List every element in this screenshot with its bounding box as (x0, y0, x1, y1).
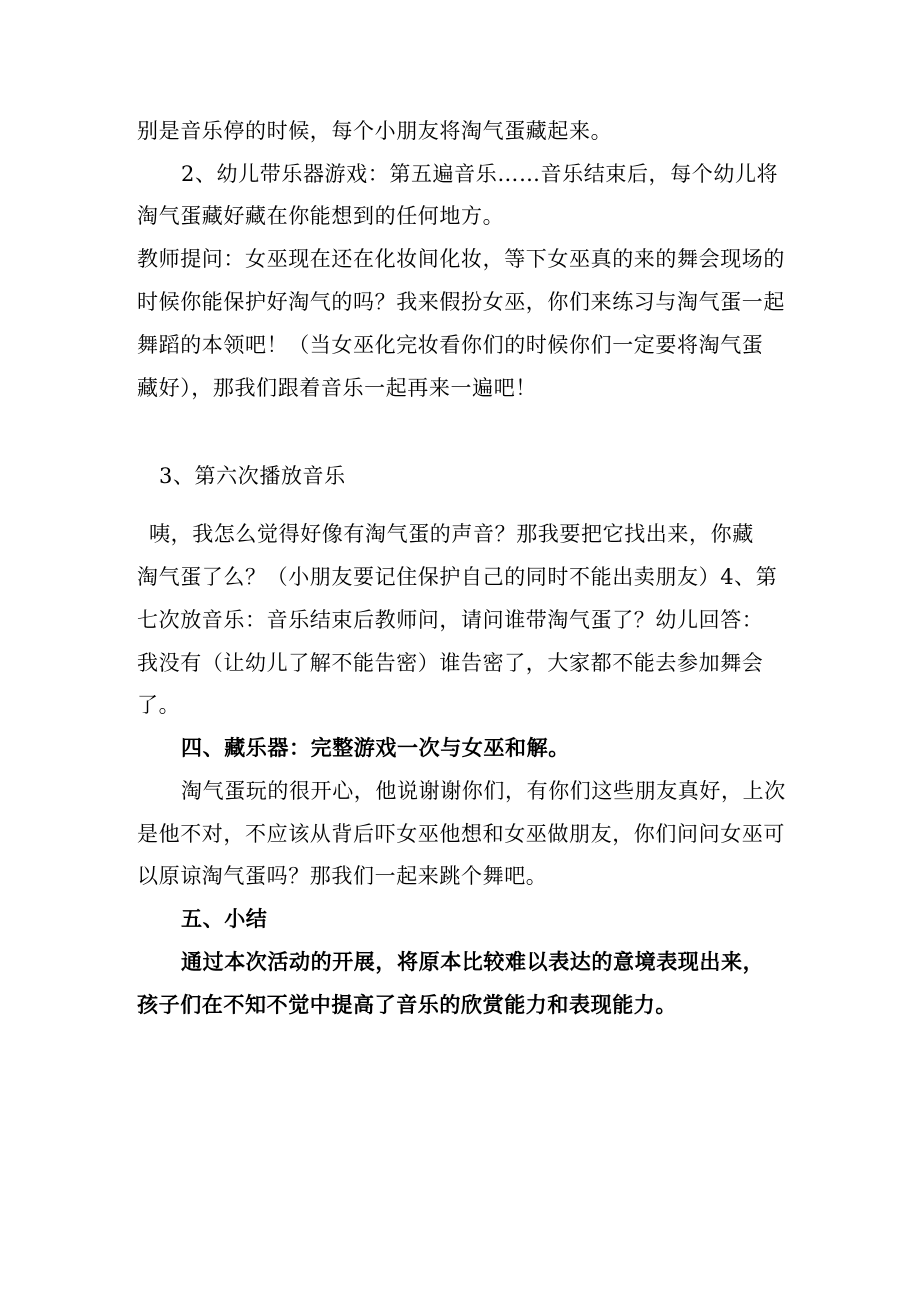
text-line: 以原谅淘气蛋吗？那我们一起来跳个舞吧。 (137, 864, 548, 888)
text-line: 淘气蛋了么？（小朋友要记住保护自己的同时不能出卖朋友）4、第 (137, 565, 778, 589)
text-line: 教师提问：女巫现在还在化妆间化妆，等下女巫真的来的舞会现场的 (137, 247, 785, 271)
text-line: 淘气蛋藏好藏在你能想到的任何地方。 (137, 204, 505, 228)
text-line: 七次放音乐：音乐结束后教师问，请问谁带淘气蛋了？幼儿回答： (137, 608, 764, 632)
text-line: 了。 (137, 693, 181, 717)
text-line: 是他不对，不应该从背后吓女巫他想和女巫做朋友，你们问问女巫可 (137, 822, 785, 846)
section-heading: 五、小结 (181, 906, 268, 931)
text-line: 时候你能保护好淘气的吗？我来假扮女巫，你们来练习与淘气蛋一起 (137, 290, 785, 314)
section-heading: 四、藏乐器：完整游戏一次与女巫和解。 (181, 735, 570, 760)
section-heading: 3、第六次播放音乐 (159, 464, 346, 488)
text-line: 孩子们在不知不觉中提高了音乐的欣赏能力和表现能力。 (137, 992, 677, 1017)
text-line: 2、幼儿带乐器游戏：第五遍音乐……音乐结束后，每个幼儿将 (181, 162, 779, 186)
text-line: 淘气蛋玩的很开心，他说谢谢你们，有你们这些朋友真好，上次 (181, 779, 786, 803)
text-line: 通过本次活动的开展，将原本比较难以表达的意境表现出来， (181, 949, 765, 974)
text-line: 舞蹈的本领吧！（当女巫化完妆看你们的时候你们一定要将淘气蛋 (137, 333, 764, 357)
text-line: 藏好），那我们跟着音乐一起再来一遍吧！ (137, 376, 537, 400)
text-line: 咦，我怎么觉得好像有淘气蛋的声音？那我要把它找出来，你藏 (149, 522, 754, 546)
text-line: 我没有（让幼儿了解不能告密）谁告密了，大家都不能去参加舞会 (137, 651, 764, 675)
text-line: 别是音乐停的时候，每个小朋友将淘气蛋藏起来。 (137, 119, 613, 143)
